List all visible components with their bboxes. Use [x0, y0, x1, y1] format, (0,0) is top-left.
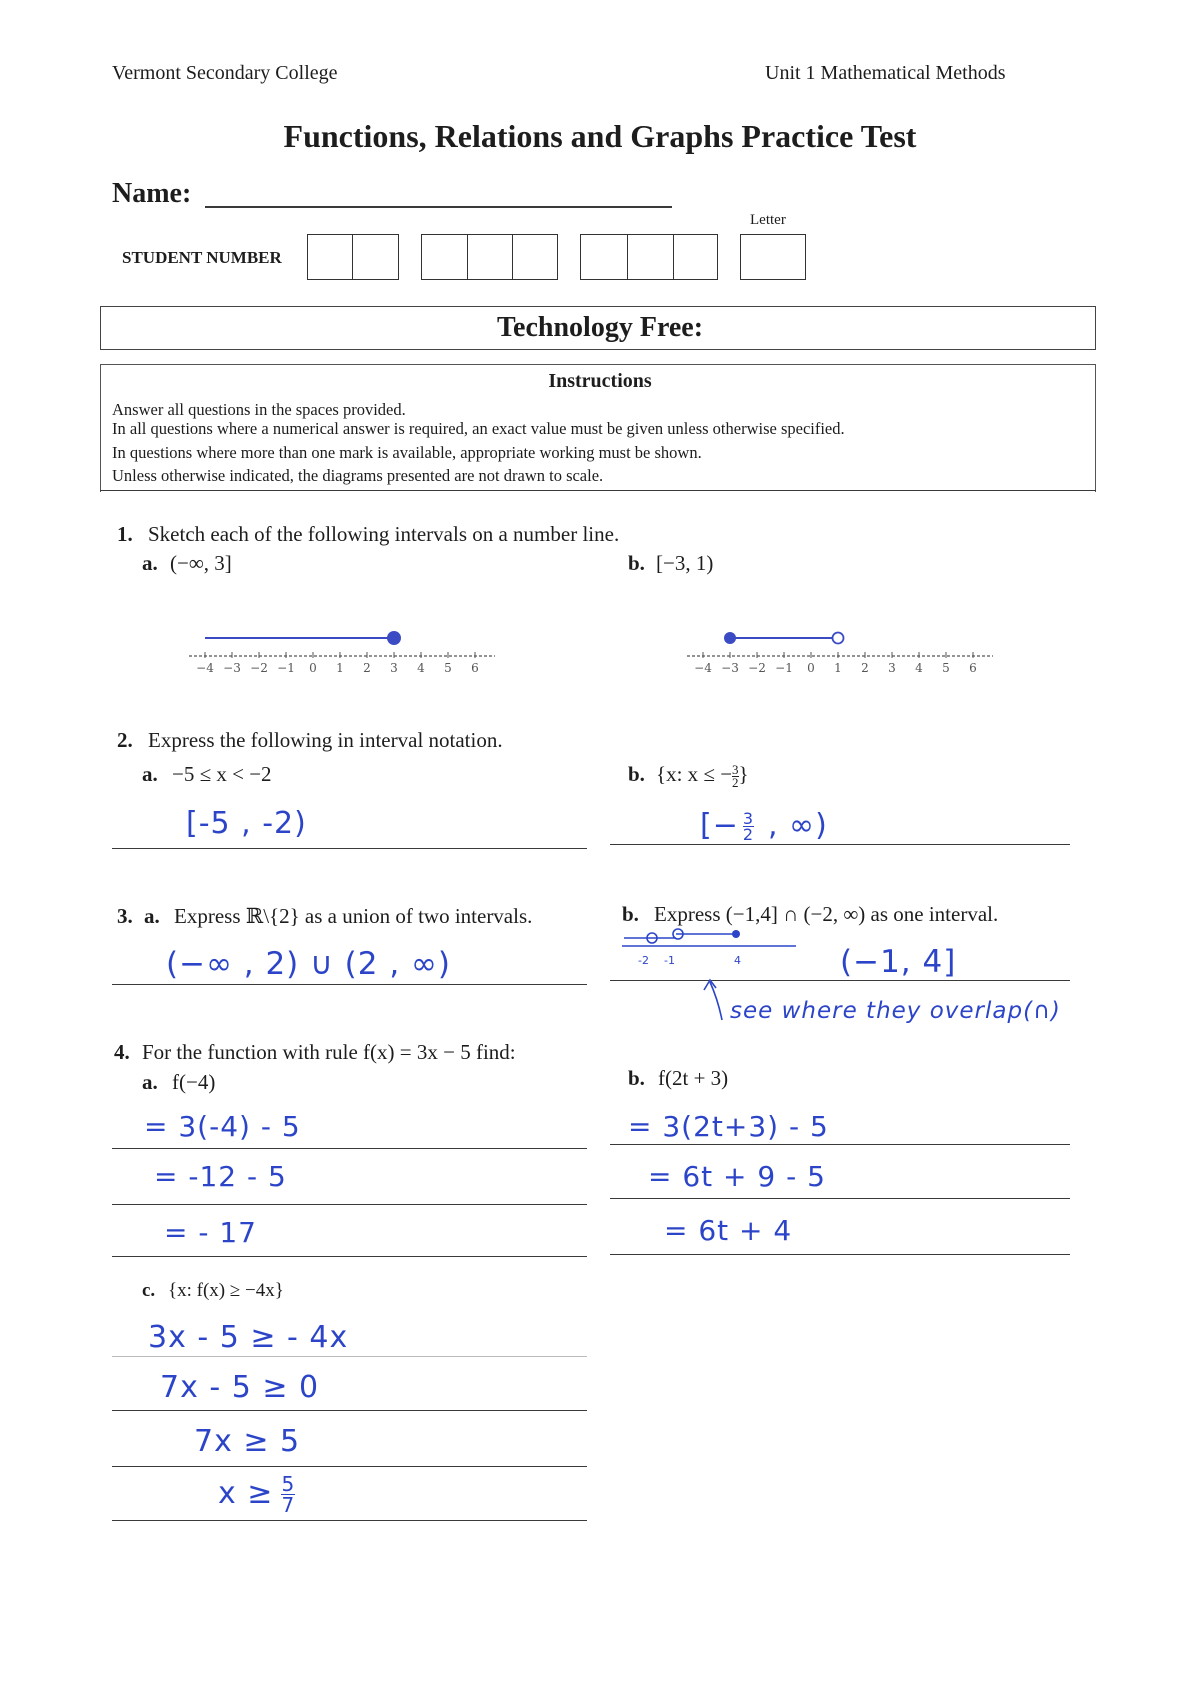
tick-label: −2	[748, 661, 766, 675]
q4c-work-line-3: 7x ≥ 5	[194, 1424, 301, 1459]
tick-label: 1	[834, 661, 842, 675]
q2b-text	[656, 762, 749, 789]
sketch-label: 4	[734, 954, 741, 967]
q4c-final-num: 5	[281, 1472, 296, 1496]
letter-box[interactable]	[740, 234, 806, 280]
q4b-work-line-3: = 6t + 4	[664, 1214, 793, 1247]
q1-number: 1.	[117, 522, 133, 546]
q1a-number-line	[185, 620, 515, 676]
tick-label: 2	[363, 661, 371, 675]
q2b-frac-num: 3	[732, 761, 739, 777]
instruction-line-3: In questions where more than one mark is available, appropriate working must be shown.	[112, 443, 702, 462]
tick-label: 2	[861, 661, 869, 675]
q4c-final-fraction	[281, 1474, 295, 1515]
cell-divider	[673, 235, 674, 279]
letter-label: Letter	[750, 212, 786, 228]
instructions-bottom-rule	[100, 490, 1096, 491]
q3b-note: see where they overlap(∩)	[730, 998, 1061, 1024]
q2-text: Express the following in interval notation.	[148, 728, 503, 752]
student-number-group-3[interactable]	[580, 234, 718, 280]
tick-label: 4	[915, 661, 923, 675]
cell-divider	[627, 235, 628, 279]
cell-divider	[352, 235, 353, 279]
q2-number: 2.	[117, 728, 133, 752]
q1a-label: a.	[142, 551, 158, 575]
q4c-text: {x: f(x) ≥ −4x}	[168, 1280, 284, 1301]
q4b-answer-line-1[interactable]	[610, 1144, 1070, 1145]
q4a-answer-line-1[interactable]	[112, 1148, 587, 1149]
q4a-answer-line-2[interactable]	[112, 1204, 587, 1205]
tick-label: 5	[942, 661, 950, 675]
q1b-text: [−3, 1)	[656, 551, 714, 575]
q2b-answer-num: 3	[742, 809, 755, 828]
q4c-label: c.	[142, 1280, 156, 1301]
open-endpoint	[833, 633, 844, 644]
q2b-text-pre: {x: x ≤ −	[656, 762, 733, 786]
q4b-work-line-2: = 6t + 9 - 5	[648, 1160, 826, 1193]
q2a-text: −5 ≤ x < −2	[172, 762, 272, 786]
q2b-frac-den: 2	[732, 774, 739, 790]
q2a-answer: [-5 , -2)	[186, 806, 307, 841]
q4c-final-pre: x ≥	[218, 1476, 274, 1511]
q4b-answer-line-2[interactable]	[610, 1198, 1070, 1199]
q2b-answer-post: , ∞)	[768, 808, 828, 843]
q2b-text-post: }	[738, 762, 749, 786]
section-title: Technology Free:	[496, 312, 704, 343]
cell-divider	[512, 235, 513, 279]
q3b-answer-line[interactable]	[610, 980, 1070, 981]
tick-label: −4	[196, 661, 214, 675]
q4b-label: b.	[628, 1066, 645, 1090]
tick-label: 3	[888, 661, 896, 675]
q1-text: Sketch each of the following intervals on a number line.	[148, 522, 620, 546]
sketch-closed-dot	[732, 930, 740, 938]
name-label: Name:	[112, 178, 192, 209]
q4c-answer-line-2[interactable]	[112, 1410, 587, 1411]
q4c-work-line-2: 7x - 5 ≥ 0	[160, 1370, 320, 1405]
q4b-text: f(2t + 3)	[658, 1066, 729, 1090]
q3b-sketch	[616, 920, 806, 980]
q3b-label: b.	[622, 902, 639, 926]
q4a-text: f(−4)	[172, 1070, 216, 1094]
instruction-line-4: Unless otherwise indicated, the diagrams presented are not drawn to scale.	[112, 466, 604, 485]
tick-label: 3	[390, 661, 398, 675]
unit-name: Unit 1 Mathematical Methods	[765, 62, 1006, 84]
q4c-work-line-1: 3x - 5 ≥ - 4x	[148, 1320, 349, 1355]
instructions-heading: Instructions	[548, 370, 652, 392]
q4c-final-den: 7	[281, 1493, 296, 1517]
q2b-answer-line[interactable]	[610, 844, 1070, 845]
q2b-answer	[700, 808, 828, 843]
cell-divider	[467, 235, 468, 279]
tick-label: −2	[250, 661, 268, 675]
tick-label: −4	[694, 661, 712, 675]
q4a-label: a.	[142, 1070, 158, 1094]
q4-number: 4.	[114, 1040, 130, 1064]
q4a-answer-line-3[interactable]	[112, 1256, 587, 1257]
q3a-label: a.	[144, 904, 160, 928]
q2b-answer-den: 2	[742, 825, 755, 844]
q1b-label: b.	[628, 551, 645, 575]
q2b-label: b.	[628, 762, 645, 786]
q1a-text: (−∞, 3]	[170, 551, 232, 575]
q4b-work-line-1: = 3(2t+3) - 5	[628, 1110, 829, 1143]
tick-label: −3	[223, 661, 241, 675]
q2b-answer-fraction	[743, 811, 754, 842]
q3a-answer: (−∞ , 2) ∪ (2 , ∞)	[166, 946, 451, 982]
tick-label: 6	[471, 661, 479, 675]
tick-label: −3	[721, 661, 739, 675]
tick-label: 4	[417, 661, 425, 675]
arrow-head	[704, 980, 716, 990]
student-number-label: STUDENT NUMBER	[122, 248, 282, 267]
q3b-answer: (−1, 4]	[840, 944, 957, 980]
q4-text: For the function with rule f(x) = 3x − 5 find:	[142, 1040, 516, 1064]
tick-label: 1	[336, 661, 344, 675]
q4c-answer-line-1[interactable]	[112, 1356, 587, 1357]
q3a-answer-line[interactable]	[112, 984, 587, 985]
student-number-group-2[interactable]	[421, 234, 558, 280]
q1b-number-line	[683, 620, 1013, 676]
q4a-work-line-1: = 3(-4) - 5	[144, 1110, 301, 1143]
q3-number: 3.	[117, 904, 133, 928]
student-number-group-1[interactable]	[307, 234, 399, 280]
q4a-work-line-3: = - 17	[164, 1216, 257, 1249]
page-title: Functions, Relations and Graphs Practice Test	[283, 118, 917, 154]
closed-endpoint	[387, 631, 401, 645]
closed-endpoint	[724, 632, 736, 644]
tick-label: −1	[277, 661, 295, 675]
q4c-answer-line-4[interactable]	[112, 1520, 587, 1521]
tick-label: 5	[444, 661, 452, 675]
instruction-line-2: In all questions where a numerical answer is required, an exact value must be given unless otherwise specified.	[112, 419, 845, 438]
q2a-answer-line[interactable]	[112, 848, 587, 849]
q2b-answer-pre: [−	[700, 808, 739, 843]
tick-label: −1	[775, 661, 793, 675]
tick-label: 0	[807, 661, 815, 675]
sketch-label: -1	[664, 954, 675, 967]
q2a-label: a.	[142, 762, 158, 786]
q4c-answer-line-3[interactable]	[112, 1466, 587, 1467]
tick-label: 0	[309, 661, 317, 675]
q4c-work-line-4	[218, 1474, 295, 1515]
school-name: Vermont Secondary College	[112, 62, 338, 84]
q4b-answer-line-3[interactable]	[610, 1254, 1070, 1255]
q4a-work-line-2: = -12 - 5	[154, 1160, 287, 1193]
name-line[interactable]	[205, 206, 672, 208]
tick-label: 6	[969, 661, 977, 675]
q3b-text: Express (−1,4] ∩ (−2, ∞) as one interval.	[654, 902, 999, 926]
q3a-text: Express ℝ\{2} as a union of two intervals.	[174, 904, 533, 928]
instruction-line-1: Answer all questions in the spaces provided.	[112, 400, 406, 419]
sketch-label: -2	[638, 954, 649, 967]
